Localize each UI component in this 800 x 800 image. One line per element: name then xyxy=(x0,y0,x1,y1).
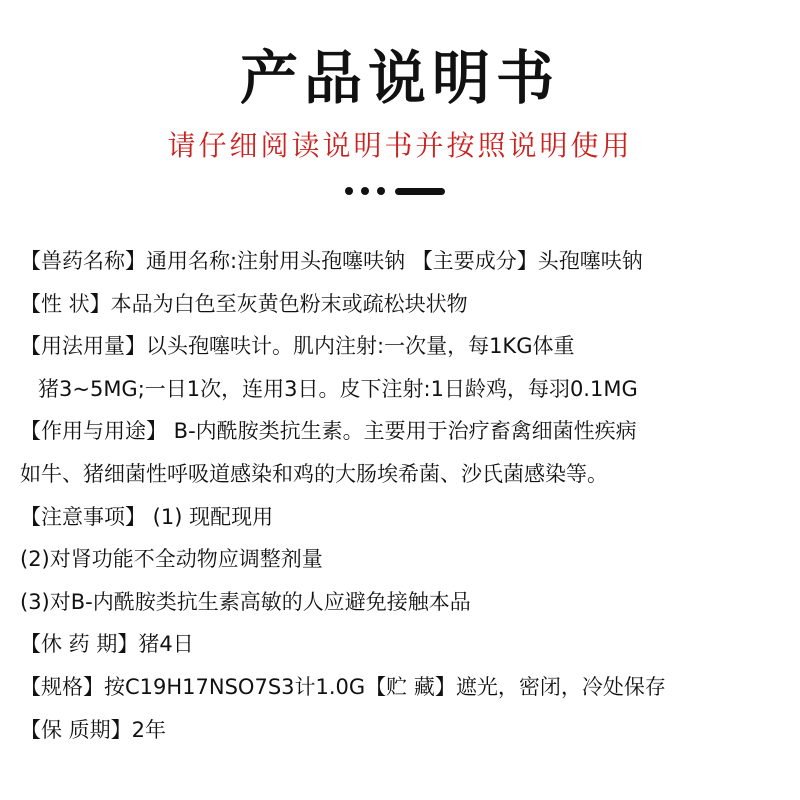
line-precaution-3: (3)对B-内酰胺类抗生素高敏的人应避免接触本品 xyxy=(20,589,471,614)
divider-dot xyxy=(361,187,369,195)
page-title: 产品说明书 xyxy=(239,44,560,112)
page-subtitle: 请仔细阅读说明书并按照说明使用 xyxy=(167,129,633,162)
line-dosage-cont: 猪3~5MG;一日1次，连用3日。皮下注射:1日龄鸡，每羽0.1MG xyxy=(38,376,638,401)
divider-bar xyxy=(395,188,445,195)
divider-dot xyxy=(345,187,353,195)
line-function-cont: 如牛、猪细菌性呼吸道感染和鸡的大肠埃希菌、沙氏菌感染等。 xyxy=(20,461,608,486)
line-shelf-life: 【保 质期】2年 xyxy=(20,717,167,742)
divider-decoration xyxy=(345,186,455,196)
line-precautions: 【注意事项】 (1) 现配现用 xyxy=(20,504,274,529)
divider-dot xyxy=(377,187,385,195)
line-function: 【作用与用途】 B-内酰胺类抗生素。主要用于治疗畜禽细菌性疾病 xyxy=(20,419,637,444)
line-withdrawal: 【休 药 期】猪4日 xyxy=(20,632,194,657)
line-precaution-2: (2)对肾功能不全动物应调整剂量 xyxy=(20,547,323,572)
line-properties: 【性 状】本品为白色至灰黄色粉末或疏松块状物 xyxy=(20,291,468,316)
line-dosage: 【用法用量】以头孢噻呋计。肌内注射:一次量，每1KG体重 xyxy=(20,334,575,359)
line-drug-name: 【兽药名称】通用名称:注射用头孢噻呋钠 【主要成分】头孢噻呋钠 xyxy=(20,249,643,273)
line-spec-storage: 【规格】按C19H17NSO7S3计1.0G【贮 藏】遮光，密闭，冷处保存 xyxy=(20,674,666,699)
instructions-body xyxy=(20,240,790,751)
